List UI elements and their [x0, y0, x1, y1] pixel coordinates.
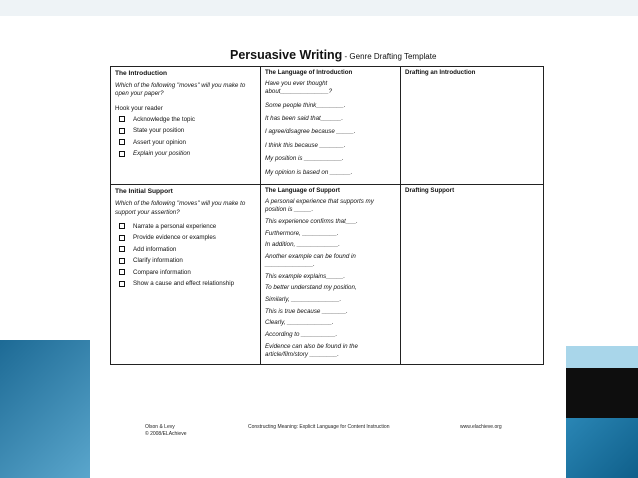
slide-left-accent: [0, 340, 90, 478]
list-item: [115, 269, 256, 276]
list-item: [115, 223, 256, 230]
introduction-moves-list: [115, 116, 256, 158]
phrase: Evidence can also be found in the article/film/story ________.: [265, 342, 358, 358]
slide-top-band: [0, 0, 638, 16]
phrase: It has been said that______.: [265, 114, 344, 122]
footer-authors: Olson & Levy: [145, 424, 175, 430]
phrase: In addition, ____________.: [265, 241, 341, 249]
support-drafting-heading: Drafting Support: [405, 187, 455, 195]
list-item: [115, 139, 256, 146]
footer-credit: [145, 424, 187, 437]
phrase: My opinion is based on ______.: [265, 168, 353, 176]
phrase: This experience confirms that___.: [265, 217, 358, 225]
introduction-prompt: Which of the following "moves" will you make to open your paper?: [115, 82, 246, 98]
introduction-drafting-cell: [401, 67, 544, 185]
footer-book-title: Constructing Meaning: Explicit Language for Content Instruction: [248, 424, 390, 430]
slide-right-accent-light: [566, 346, 638, 368]
support-moves-cell: [111, 185, 261, 365]
support-language-cell: [261, 185, 401, 365]
move-label: Compare information: [133, 268, 191, 276]
phrase: A personal experience that supports my position is _____.: [265, 198, 374, 214]
list-item: [115, 116, 256, 123]
move-label: Acknowledge the topic: [133, 115, 195, 123]
phrase: Another example can be found in ______________.: [265, 252, 356, 268]
phrase: To better understand my position,: [265, 284, 357, 292]
support-drafting-cell: [401, 185, 544, 365]
checkbox-icon: [119, 258, 125, 264]
phrase: This example explains_____.: [265, 272, 346, 280]
move-label: Narrate a personal experience: [133, 222, 217, 230]
phrase: I think this because _______.: [265, 141, 346, 149]
checkbox-icon: [119, 281, 125, 287]
slide-right-accent-dark: [566, 368, 638, 418]
slide-right-accent: [566, 418, 638, 478]
introduction-language-heading: The Language of Introduction: [265, 69, 353, 76]
phrase: My position is ___________.: [265, 155, 344, 163]
list-item: [115, 257, 256, 264]
move-label: Show a cause and effect relationship: [133, 280, 235, 288]
list-item: [115, 246, 256, 253]
phrase: This is true because _______.: [265, 307, 348, 315]
move-label: Assert your opinion: [133, 138, 186, 146]
list-item: [115, 127, 256, 134]
checkbox-icon: [119, 246, 125, 252]
phrase: I agree/disagree because _____.: [265, 128, 356, 136]
phrase: Have you ever thought about______________?: [265, 80, 333, 96]
move-label: State your position: [133, 127, 185, 135]
introduction-moves-cell: [111, 67, 261, 185]
title-main: Persuasive Writing: [230, 48, 343, 62]
list-item: [115, 150, 256, 157]
introduction-row: [111, 67, 544, 185]
checkbox-icon: [119, 269, 125, 275]
phrase: Furthermore, __________.: [265, 229, 339, 237]
checkbox-icon: [119, 151, 125, 157]
move-label: Clarify information: [133, 257, 183, 265]
support-prompt: Which of the following "moves" will you make to support your assertion?: [115, 200, 246, 216]
support-moves-list: [115, 223, 256, 288]
move-label: Explain your position: [133, 150, 191, 158]
title-sub: - Genre Drafting Template: [342, 52, 437, 61]
support-heading: The Initial Support: [115, 188, 173, 196]
footer-copyright: © 2008/ELAchieve: [145, 430, 187, 437]
list-item: [115, 234, 256, 241]
hook-label: Hook your reader: [115, 104, 163, 112]
checkbox-icon: [119, 116, 125, 122]
move-label: Add information: [133, 245, 177, 253]
introduction-language-cell: [261, 67, 401, 185]
checkbox-icon: [119, 139, 125, 145]
move-label: Provide evidence or examples: [133, 234, 216, 242]
drafting-template-table: [110, 66, 544, 365]
checkbox-icon: [119, 235, 125, 241]
introduction-drafting-heading: Drafting an Introduction: [405, 69, 476, 76]
phrase: Clearly, _____________.: [265, 319, 334, 327]
document-page: [90, 16, 566, 462]
support-language-heading: The Language of Support: [265, 187, 340, 195]
support-row: [111, 185, 544, 365]
checkbox-icon: [119, 128, 125, 134]
phrase: According to __________.: [265, 330, 338, 338]
phrase: Some people think________.: [265, 101, 346, 109]
page-title: [230, 46, 436, 64]
checkbox-icon: [119, 223, 125, 229]
list-item: [115, 280, 256, 287]
introduction-heading: The Introduction: [115, 70, 168, 77]
footer-website: www.elachieve.org: [460, 424, 502, 430]
phrase: Similarly, ______________.: [265, 295, 342, 303]
